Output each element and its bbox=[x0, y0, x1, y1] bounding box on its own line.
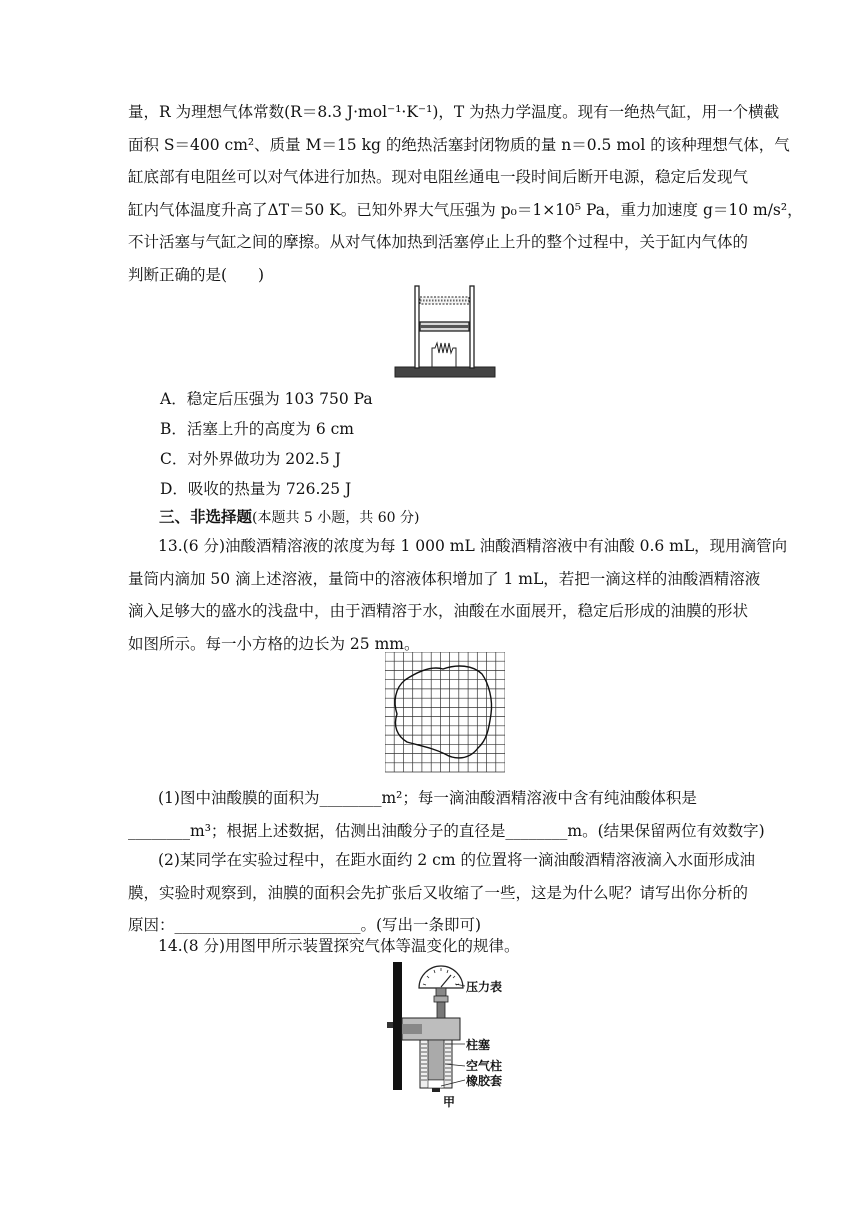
figure-base bbox=[395, 367, 495, 377]
problem13-question1 bbox=[128, 782, 765, 847]
rubber-cap bbox=[432, 1088, 440, 1092]
text-line: 量，R 为理想气体常数(R＝8.3 J·mol⁻¹·K⁻¹)，T 为热力学温度。现有一绝热气缸，用一个横截 bbox=[128, 103, 780, 121]
text-line: (2)某同学在实验过程中，在距水面约 2 cm 的位置将一滴油酸酒精溶液滴入水面形成油 bbox=[158, 851, 755, 869]
section-heading bbox=[159, 506, 419, 529]
text-line: 14.(8 分)用图甲所示装置探究气体等温变化的规律。 bbox=[158, 937, 520, 955]
oil-film-grid-figure bbox=[385, 652, 505, 774]
text-line: 不计活塞与气缸之间的摩擦。从对气体加热到活塞停止上升的整个过程中，关于缸内气体的 bbox=[128, 233, 749, 251]
problem13-text bbox=[128, 530, 788, 660]
option-d: D．吸收的热量为 726.25 J bbox=[160, 480, 352, 498]
text-line: 13.(6 分)油酸酒精溶液的浓度为每 1 000 mL 油酸酒精溶液中有油酸 0.6 mL，现用滴管向 bbox=[158, 537, 788, 555]
air-column-label: 空气柱 bbox=[466, 1059, 503, 1073]
plunger bbox=[428, 1040, 444, 1080]
cylinder-figure bbox=[394, 284, 496, 379]
text-line: 滴入足够大的盛水的浅盘中，由于酒精溶于水，油酸在水面展开，稳定后形成的油膜的形状 bbox=[128, 602, 749, 620]
text-line: (1)图中油酸膜的面积为________m²；每一滴油酸酒精溶液中含有纯油酸体积是 bbox=[158, 789, 697, 807]
gauge-label: 压力表 bbox=[466, 980, 503, 994]
text-line: 缸内气体温度升高了ΔT＝50 K。已知外界大气压强为 p₀＝1×10⁵ Pa，重力加速度 g＝10 m/s²， bbox=[128, 200, 803, 219]
problem12-text bbox=[128, 96, 803, 291]
cylinder-right-wall bbox=[470, 286, 474, 368]
text-line: 膜，实验时观察到，油膜的面积会先扩张后又收缩了一些，这是为什么呢？请写出你分析的 bbox=[128, 883, 749, 902]
section-title: 三、非选择题 bbox=[159, 507, 253, 526]
problem13-question2 bbox=[128, 844, 755, 942]
text-line: 量筒内滴加 50 滴上述溶液，量筒中的溶液体积增加了 1 mL，若把一滴这样的油酸酒精溶液 bbox=[128, 569, 761, 588]
text-line: 如图所示。每一小方格的边长为 25 mm。 bbox=[128, 634, 420, 653]
text-line: 缸底部有电阻丝可以对气体进行加热。现对电阻丝通电一段时间后断开电源，稳定后发现气 bbox=[128, 168, 749, 186]
apparatus-figure bbox=[383, 960, 523, 1110]
option-b: B．活塞上升的高度为 6 cm bbox=[160, 420, 354, 438]
clamp bbox=[387, 1022, 393, 1028]
option-c: C．对外界做功为 202.5 J bbox=[160, 450, 341, 468]
stand-rod bbox=[393, 962, 402, 1090]
text-line: 判断正确的是( ) bbox=[128, 265, 265, 284]
section-note: (本题共 5 小题，共 60 分) bbox=[252, 510, 420, 526]
text-line: ________m³；根据上述数据，估测出油酸分子的直径是________m。(结果保留两位有效数字) bbox=[128, 821, 765, 840]
rubber-cap-label: 橡胶套 bbox=[466, 1074, 503, 1088]
option-a: A．稳定后压强为 103 750 Pa bbox=[160, 390, 373, 408]
cylinder-left-wall bbox=[415, 286, 419, 368]
text-line: 原因：________________________。(写出一条即可) bbox=[128, 916, 482, 934]
air-column bbox=[428, 1080, 444, 1088]
figure-caption: 甲 bbox=[443, 1095, 456, 1109]
plunger-label: 柱塞 bbox=[466, 1038, 491, 1052]
resistor-wire bbox=[432, 343, 456, 367]
problem14-text bbox=[128, 930, 734, 963]
text-line: 面积 S＝400 cm²、质量 M＝15 kg 的绝热活塞封闭物质的量 n＝0.5 mol 的该种理想气体，气 bbox=[128, 135, 790, 154]
